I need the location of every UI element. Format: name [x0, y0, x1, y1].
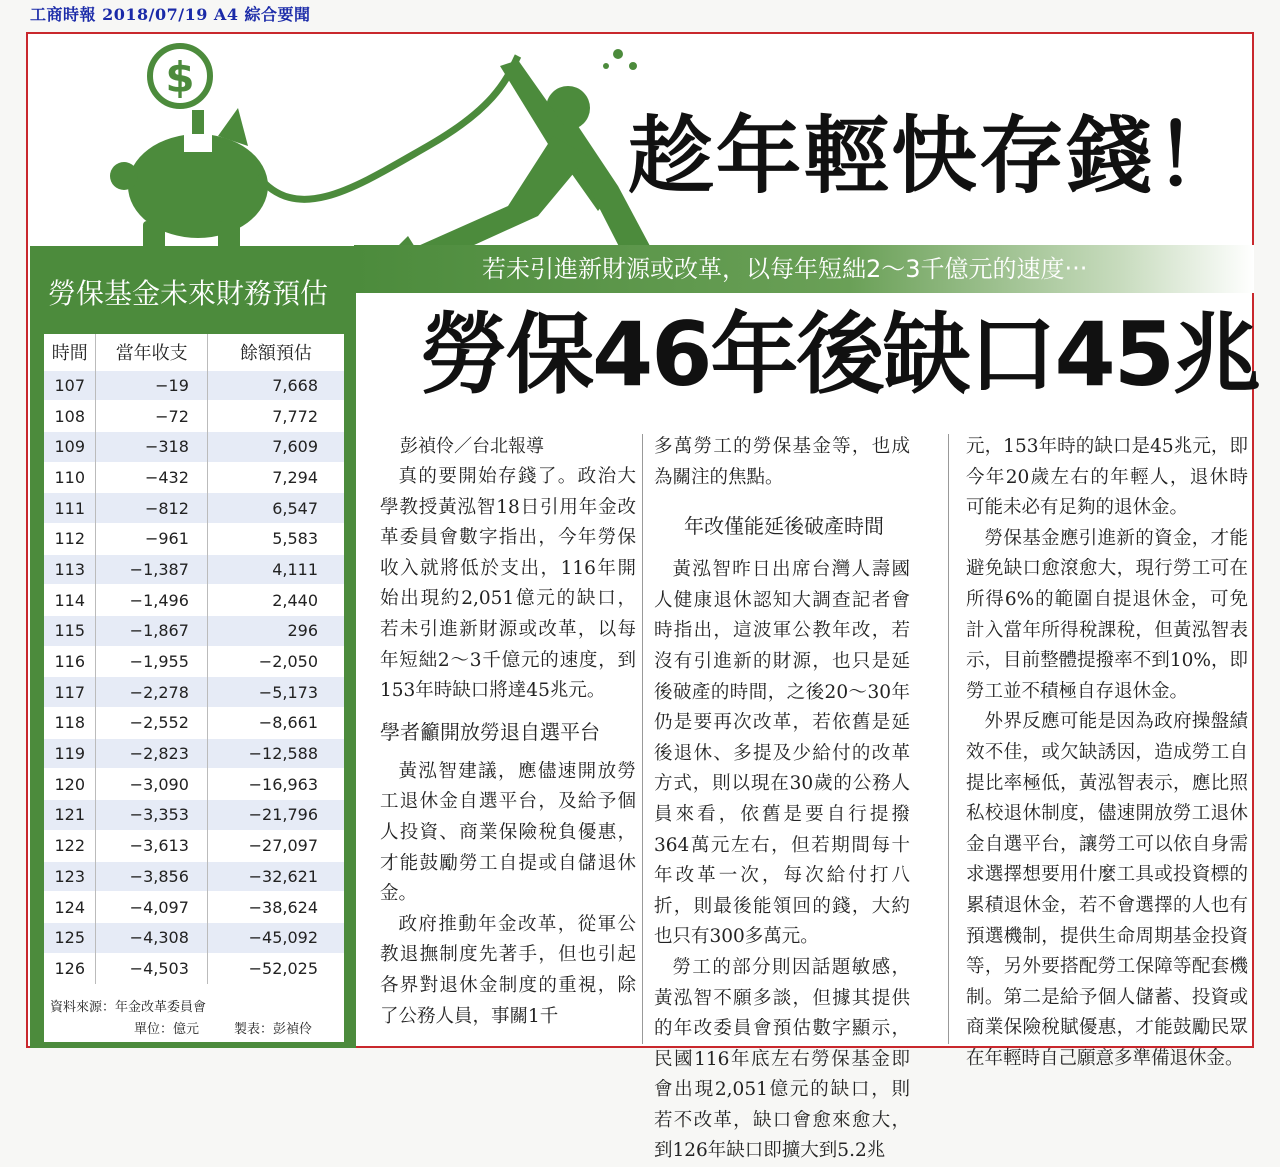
table-row — [44, 493, 344, 524]
table-row — [44, 769, 344, 800]
table-row — [44, 861, 344, 892]
cell-annual-balance: −3,856 — [96, 861, 207, 892]
cell-fund-balance: 7,668 — [207, 370, 344, 401]
cell-fund-balance: −8,661 — [207, 708, 344, 739]
cell-year: 117 — [44, 677, 96, 708]
table-row — [44, 800, 344, 831]
cell-year: 121 — [44, 800, 96, 831]
cell-fund-balance: −21,796 — [207, 800, 344, 831]
sidebar-panel — [30, 246, 356, 1048]
forecast-table — [44, 334, 344, 984]
cell-year: 124 — [44, 892, 96, 923]
paragraph: 多萬勞工的勞保基金等，也成為關注的焦點。 — [654, 436, 910, 488]
cell-fund-balance: −27,097 — [207, 830, 344, 861]
cell-fund-balance: −16,963 — [207, 769, 344, 800]
headline-main: 趁年輕快存錢！ — [628, 107, 1243, 205]
cell-year: 116 — [44, 646, 96, 677]
table-row — [44, 708, 344, 739]
cell-annual-balance: −4,308 — [96, 922, 207, 953]
cell-fund-balance: 2,440 — [207, 585, 344, 616]
cell-year: 119 — [44, 738, 96, 769]
paragraph: 黃泓智建議，應儘速開放勞工退休金自選平台，及給予個人投資、商業保險稅負優惠，才能鼓勵勞工自提或自儲退休金。 — [380, 760, 636, 905]
newspaper-name: 工商時報 — [30, 5, 97, 24]
paragraph: 黃泓智昨日出席台灣人壽國人健康退休認知大調查記者會時指出，這波軍公教年改，若沒有引進新的財源，也只是延後破產的時間，之後20～30年仍是要再次改革，若依舊是延後退休、多提及少給付的改革方式，則以現在30歲的公務人員來看，依舊是要自行提撥364萬元左右，但若期間每十年改革一次，每次給付打八折，則最後能領回的錢，大約也只有300多萬元。 — [654, 559, 910, 948]
cell-annual-balance: −2,278 — [96, 677, 207, 708]
cell-annual-balance: −1,955 — [96, 646, 207, 677]
subheading-1: 學者籲開放勞退自選平台 — [380, 719, 600, 744]
illustration — [98, 36, 658, 276]
cell-annual-balance: −1,867 — [96, 616, 207, 647]
cell-annual-balance: −4,503 — [96, 953, 207, 984]
table-header-row — [44, 334, 344, 370]
sidebar-title: 勞保基金未來財務預估 — [48, 277, 329, 310]
article-column-3 — [966, 432, 1248, 1069]
unit-text: 單位：億元 — [134, 1022, 200, 1037]
cell-annual-balance: −1,496 — [96, 585, 207, 616]
table-row — [44, 370, 344, 401]
table-row — [44, 830, 344, 861]
article-frame — [26, 32, 1259, 1162]
cell-year: 111 — [44, 493, 96, 524]
cell-year: 113 — [44, 554, 96, 585]
table-row — [44, 646, 344, 677]
column-rule — [948, 434, 949, 1044]
source-text: 資料來源：年金改革委員會 — [50, 1000, 207, 1015]
table-row — [44, 462, 344, 493]
paragraph: 政府推動年金改革，從軍公教退撫制度先著手，但也引起各界對退休金制度的重視，除了公務人員，事關1千 — [380, 913, 636, 1027]
table-row — [44, 401, 344, 432]
dollar-coin-icon — [150, 46, 210, 106]
table-body — [44, 370, 344, 984]
table-row — [44, 523, 344, 554]
cell-fund-balance: 6,547 — [207, 493, 344, 524]
cell-fund-balance: −32,621 — [207, 861, 344, 892]
cell-fund-balance: −52,025 — [207, 953, 344, 984]
cell-fund-balance: −5,173 — [207, 677, 344, 708]
paragraph: 真的要開始存錢了。政治大學教授黃泓智18日引用年金改革委員會數字指出，今年勞保收入就將低於支出，116年開始出現約2,051億元的缺口，若未引進新財源或改革，以每年短絀2～3千億元的速度，到153年時缺口將達45兆元。 — [380, 466, 636, 702]
cell-annual-balance: −432 — [96, 462, 207, 493]
cell-fund-balance: 4,111 — [207, 554, 344, 585]
running-man-icon — [388, 60, 658, 268]
subheading-2: 年改僅能延後破產時間 — [684, 514, 884, 539]
cell-annual-balance: −2,552 — [96, 708, 207, 739]
cell-year: 114 — [44, 585, 96, 616]
table-row — [44, 585, 344, 616]
cell-annual-balance: −318 — [96, 431, 207, 462]
cell-annual-balance: −4,097 — [96, 892, 207, 923]
table-row — [44, 616, 344, 647]
cell-year: 108 — [44, 401, 96, 432]
cell-year: 110 — [44, 462, 96, 493]
subheadline: 若未引進新財源或改革，以每年短絀2～3千億元的速度‧‧‧ — [482, 255, 1088, 283]
article-column-1 — [380, 432, 636, 1046]
cell-year: 123 — [44, 861, 96, 892]
cell-annual-balance: −19 — [96, 370, 207, 401]
forecast-table-wrap — [44, 334, 344, 994]
cell-fund-balance: 296 — [207, 616, 344, 647]
cell-fund-balance: −2,050 — [207, 646, 344, 677]
cell-annual-balance: −961 — [96, 523, 207, 554]
section-name: 綜合要聞 — [244, 5, 311, 24]
paragraph: 勞工的部分則因話題敏感，黃泓智不願多談，但據其提供的年改委員會預估數字顯示，民國116年底左右勞保基金即會出現2,051億元的缺口，則若不改革，缺口會愈來愈大，到126年缺口即擴大到5.2兆 — [654, 956, 910, 1162]
cell-annual-balance: −3,613 — [96, 830, 207, 861]
cell-year: 109 — [44, 431, 96, 462]
headline-big: 勞保46年後缺口45兆 — [420, 303, 1259, 406]
cell-year: 107 — [44, 370, 96, 401]
source-note — [44, 994, 344, 1042]
piggy-bank-icon — [110, 108, 268, 251]
table-row — [44, 677, 344, 708]
cell-year: 112 — [44, 523, 96, 554]
table-row — [44, 738, 344, 769]
cell-annual-balance: −72 — [96, 401, 207, 432]
col-header-balance: 當年收支 — [96, 334, 207, 370]
paragraph: 外界反應可能是因為政府操盤績效不佳，或欠缺誘因，造成勞工自提比率極低，黃泓智表示，應比照私校退休制度，儘速開放勞工退休金自選平台，讓勞工可以依自身需求選擇想要用什麼工具或投資標的累積退休金，若不會選擇的人也有預選機制，提供生命周期基金投資等，另外要搭配勞工保障等配套機制。第二是給予個人儲蓄、投資或商業保險稅賦優惠，才能鼓勵民眾在年輕時自己願意多準備退休金。 — [966, 711, 1248, 1069]
table-row — [44, 953, 344, 984]
cell-year: 120 — [44, 769, 96, 800]
cell-fund-balance: 5,583 — [207, 523, 344, 554]
cell-annual-balance: −2,823 — [96, 738, 207, 769]
cell-fund-balance: −38,624 — [207, 892, 344, 923]
cell-fund-balance: 7,772 — [207, 401, 344, 432]
cell-annual-balance: −3,353 — [96, 800, 207, 831]
table-row — [44, 892, 344, 923]
cell-annual-balance: −3,090 — [96, 769, 207, 800]
paragraph: 元，153年時的缺口是45兆元，即今年20歲左右的年輕人，退休時可能未必有足夠的退休金。 — [966, 436, 1248, 519]
sweat-drops-icon — [603, 49, 637, 70]
cell-year: 118 — [44, 708, 96, 739]
page-number: A4 — [213, 5, 239, 24]
byline: 彭禎伶／台北報導 — [400, 436, 544, 457]
table-row — [44, 431, 344, 462]
cell-year: 126 — [44, 953, 96, 984]
cell-fund-balance: −45,092 — [207, 922, 344, 953]
page-header — [30, 2, 311, 26]
cell-fund-balance: −12,588 — [207, 738, 344, 769]
maker-text: 製表：彭禎伶 — [234, 1022, 313, 1037]
cell-year: 122 — [44, 830, 96, 861]
col-header-forecast: 餘額預估 — [207, 334, 344, 370]
svg-text:$: $ — [165, 53, 195, 102]
paragraph: 勞保基金應引進新的資金，才能避免缺口愈滾愈大，現行勞工可在所得6%的範圍自提退休金，可免計入當年所得稅課稅，但黃泓智表示，目前整體提撥率不到10%，即勞工並不積極自存退休金。 — [966, 527, 1248, 702]
column-rule — [642, 434, 643, 1044]
cell-annual-balance: −812 — [96, 493, 207, 524]
issue-date: 2018/07/19 — [102, 5, 208, 24]
cell-annual-balance: −1,387 — [96, 554, 207, 585]
col-header-year: 時間 — [51, 342, 88, 364]
table-row — [44, 922, 344, 953]
cell-fund-balance: 7,294 — [207, 462, 344, 493]
article-column-2 — [654, 432, 910, 1162]
cell-year: 115 — [44, 616, 96, 647]
cell-year: 125 — [44, 922, 96, 953]
rope — [258, 56, 518, 199]
table-row — [44, 554, 344, 585]
cell-fund-balance: 7,609 — [207, 431, 344, 462]
